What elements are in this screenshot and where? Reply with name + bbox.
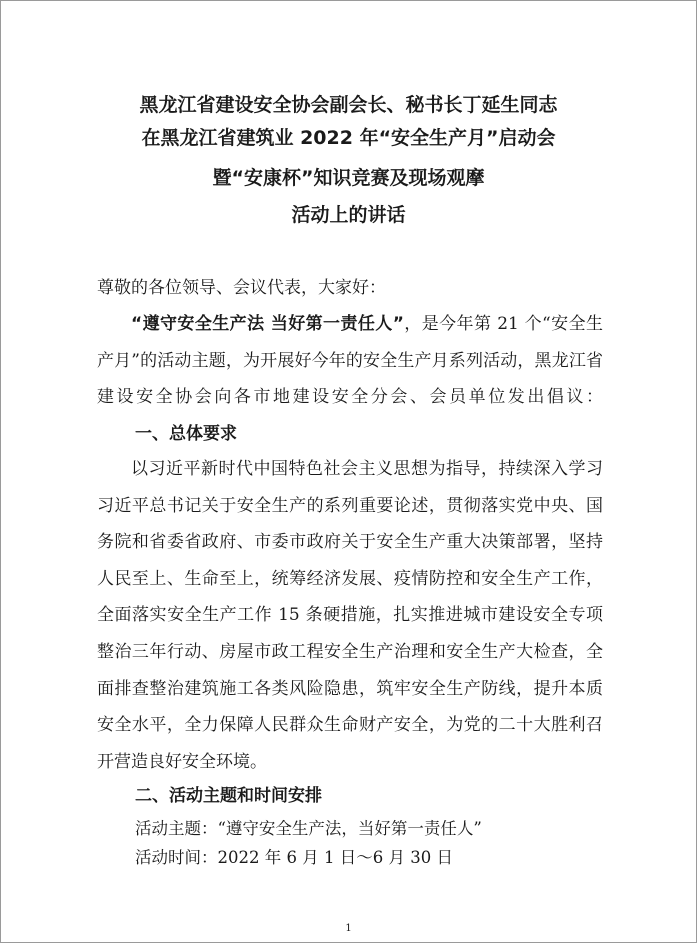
speech-title-line-1: 黑龙江省建设安全协会副会长、秘书长丁延生同志 — [139, 94, 558, 116]
activity-theme-value: “遵守安全生产法，当好第一责任人” — [217, 819, 482, 838]
activity-theme — [135, 818, 482, 840]
section-2-heading: 二、活动主题和时间安排 — [135, 786, 322, 806]
activity-slogan: “遵守安全生产法 当好第一责任人” — [131, 314, 404, 334]
speech-title-line-3: 暨“安康杯”知识竞赛及现场观摩 — [212, 167, 485, 189]
speech-title-line-2: 在黑龙江省建筑业 2022 年“安全生产月”启动会 — [141, 127, 556, 149]
intro-text-first-line: ，是今年第 21 个“安全 — [403, 314, 586, 334]
salutation: 尊敬的各位领导、会议代表，大家好： — [97, 278, 386, 298]
activity-time-value: 2022 年 6 月 1 日～6 月 30 日 — [217, 848, 453, 867]
activity-time-label: 活动时间： — [135, 848, 218, 867]
page-number: 1 — [345, 923, 352, 934]
intro-text: 生产月”的活动主题，为开展好今年的安全生产月系列活动，黑龙江省建设安全协会向各市地建设安全分会、会员单位发出倡议： — [97, 314, 603, 408]
activity-time — [135, 847, 453, 869]
section-1-body: 以习近平新时代中国特色社会主义思想为指导，持续深入学习习近平总书记关于安全生产的系列重要论述，贯彻落实党中央、国务院和省委省政府、市委市政府关于安全生产重大决策部署，坚持人民至上、生命至上，统筹经济发展、疫情防控和安全生产工作，全面落实安全生产工作 15 条硬措施，扎实推进城市建设安全专项整治三年行动、房屋市政工程安全生产治理和安全生产大检查，全面排查整治建筑施工各类风险隐患，筑牢安全生产防线，提升本质安全水平，全力保障人民群众生命财产安全，为党的二十大胜利召开营造良好安全环境。 — [97, 459, 603, 772]
activity-theme-label: 活动主题： — [135, 819, 218, 838]
intro-paragraph — [97, 306, 603, 416]
section-1-heading: 一、总体要求 — [135, 424, 237, 444]
speech-title-line-4: 活动上的讲话 — [291, 204, 406, 226]
